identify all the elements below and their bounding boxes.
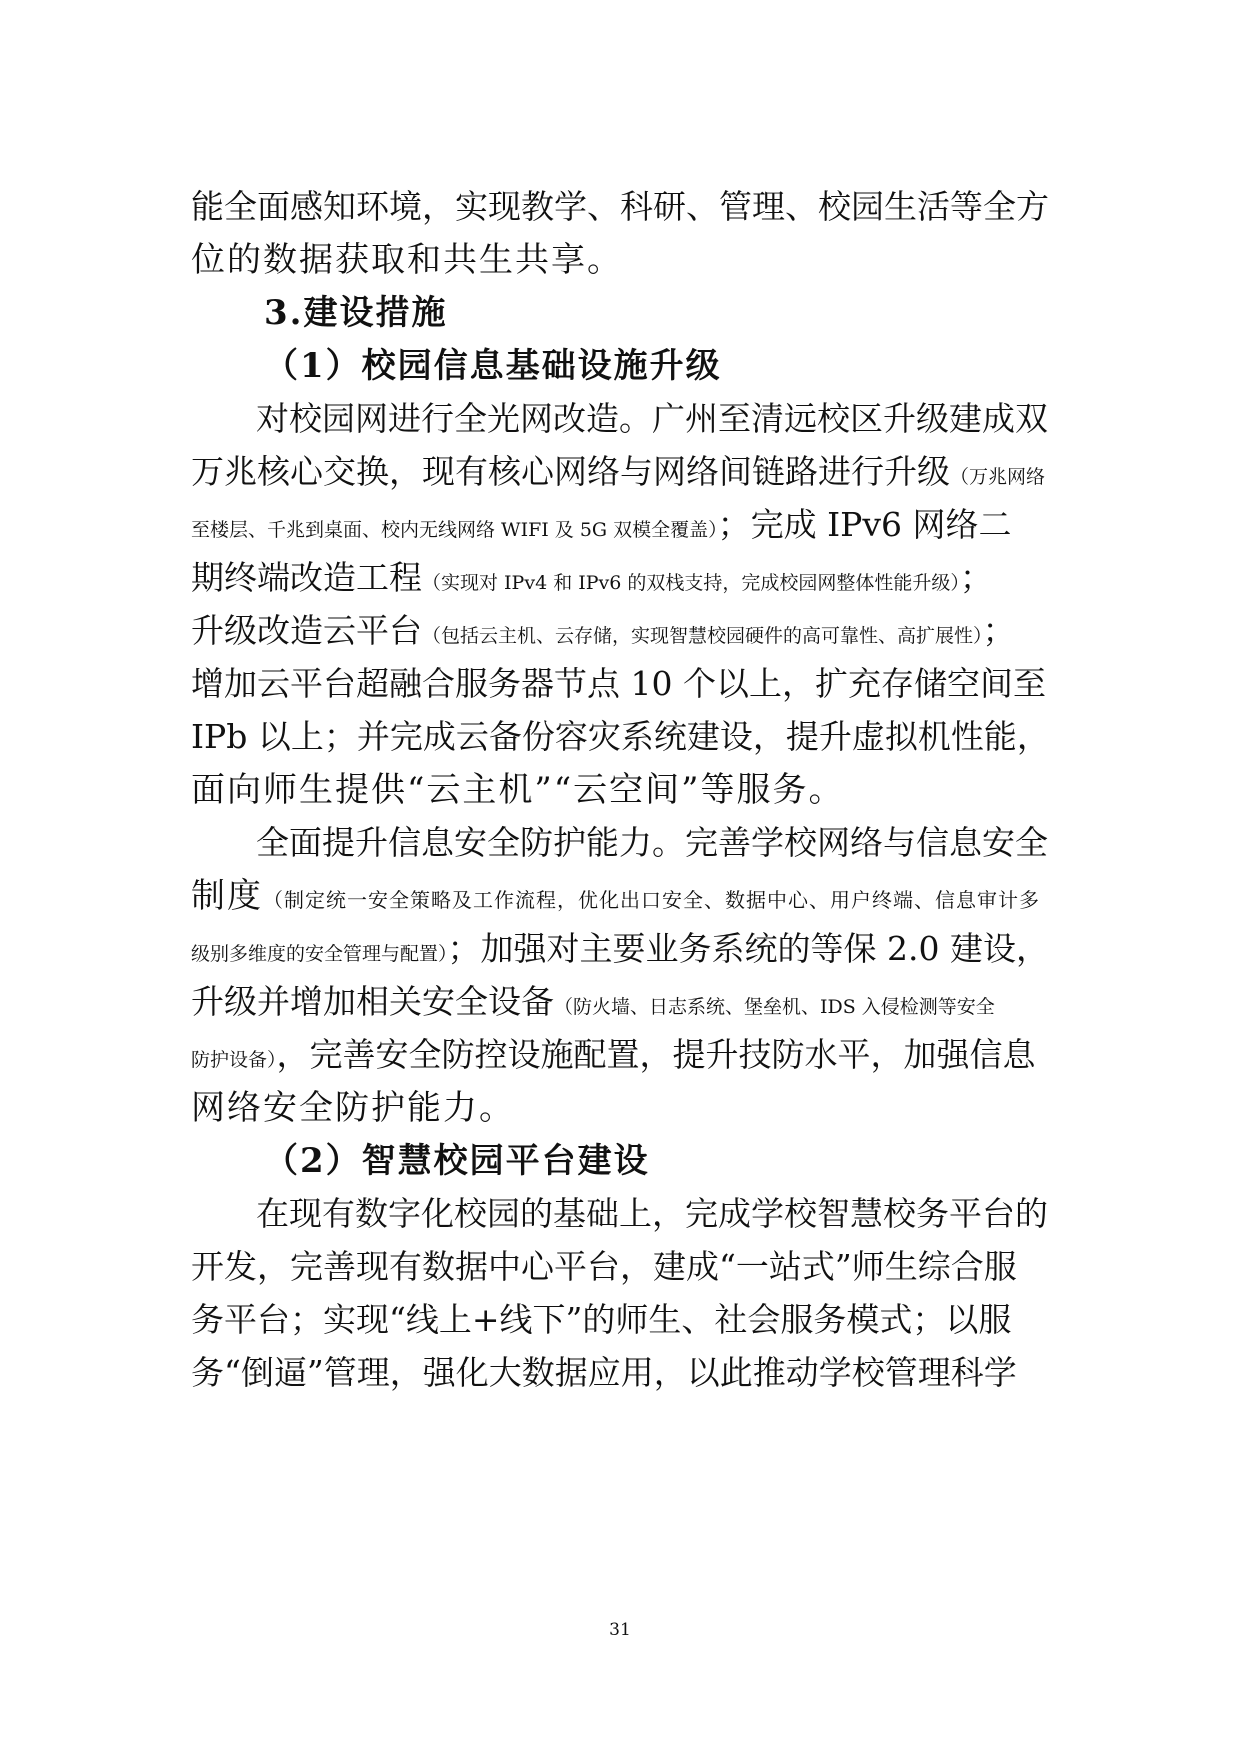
paragraph-line <box>191 1300 1011 1340</box>
paragraph-line <box>191 770 845 810</box>
line-text: 位的数据获取和共生共享。 <box>191 240 623 280</box>
line-text: 面向师生提供“云主机”“云空间”等服务。 <box>191 770 845 810</box>
line-note: （防火墙、日志系统、堡垒机、IDS 入侵检测等安全 <box>554 996 995 1018</box>
line-note: （实现对 IPv4 和 IPv6 的双栈支持，完成校园网整体性能升级） <box>422 572 960 594</box>
paragraph-line <box>256 399 1048 439</box>
line-text: ，完善安全防控设施配置，提升技防水平，加强信息 <box>276 1035 1036 1074</box>
line-text: 期终端改造工程 <box>191 558 422 597</box>
line-note: （包括云主机、云存储，实现智慧校园硬件的高可靠性、高扩展性） <box>422 625 983 647</box>
line-text: ；完成 IPv6 网络二 <box>717 505 1012 544</box>
subsection-heading <box>264 1141 650 1181</box>
paragraph-line <box>191 558 993 603</box>
heading-text: （2）智慧校园平台建设 <box>264 1141 650 1181</box>
subsection-heading <box>264 346 722 386</box>
line-text: 务“倒逼”管理，强化大数据应用，以此推动学校管理科学 <box>191 1353 1017 1392</box>
line-text: 全面提升信息安全防护能力。完善学校网络与信息安全 <box>256 823 1048 862</box>
line-text: ；加强对主要业务系统的等保 2.0 建设， <box>447 929 1049 968</box>
line-text: 网络安全防护能力。 <box>191 1088 515 1128</box>
line-text: ； <box>959 558 993 597</box>
paragraph-line <box>256 823 1048 863</box>
line-note: （制定统一安全策略及工作流程，优化出口安全、数据中心、用户终端、信息审计多 <box>263 888 1040 912</box>
line-text: 升级并增加相关安全设备 <box>191 982 554 1021</box>
line-text: IPb 以上；并完成云备份容灾系统建设，提升虚拟机性能， <box>191 717 1050 756</box>
line-note: 防护设备） <box>191 1049 277 1071</box>
paragraph-line <box>191 1035 1036 1080</box>
paragraph-line <box>191 505 1012 550</box>
paragraph-line <box>191 1353 1017 1393</box>
paragraph-line <box>191 1247 1017 1287</box>
line-text: 能全面感知环境，实现教学、科研、管理、校园生活等全方 <box>191 187 1049 226</box>
paragraph-line <box>191 187 1049 227</box>
paragraph-line <box>191 717 1050 757</box>
paragraph-line <box>191 876 1040 920</box>
line-text: 对校园网进行全光网改造。广州至清远校区升级建成双 <box>256 399 1048 438</box>
paragraph-line <box>191 240 623 280</box>
heading-text: （1）校园信息基础设施升级 <box>264 346 722 386</box>
paragraph-line <box>191 929 1049 974</box>
line-text: ； <box>982 611 1016 650</box>
paragraph-line <box>191 1088 515 1128</box>
line-note: 级别多维度的安全管理与配置） <box>191 943 448 965</box>
paragraph-line <box>191 611 1016 656</box>
line-text: 开发，完善现有数据中心平台，建成“一站式”师生综合服 <box>191 1247 1017 1286</box>
paragraph-line <box>256 1194 1048 1234</box>
paragraph-line <box>191 982 995 1027</box>
heading-text: 3.建设措施 <box>264 293 448 333</box>
line-note: （万兆网络 <box>950 466 1046 488</box>
paragraph-line <box>191 664 1046 704</box>
line-text: 务平台；实现“线上+线下”的师生、社会服务模式；以服 <box>191 1300 1012 1339</box>
paragraph-line <box>191 452 1045 497</box>
line-text: 万兆核心交换，现有核心网络与网络间链路进行升级 <box>191 452 950 491</box>
line-text: 增加云平台超融合服务器节点 10 个以上，扩充存储空间至 <box>191 664 1046 703</box>
line-text: 制度 <box>191 876 263 916</box>
section-heading <box>264 293 448 333</box>
line-text: 在现有数字化校园的基础上，完成学校智慧校务平台的 <box>256 1194 1048 1233</box>
page-number: 31 <box>609 1620 631 1640</box>
line-text: 升级改造云平台 <box>191 611 422 650</box>
line-note: 至楼层、千兆到桌面、校内无线网络 WIFI 及 5G 双模全覆盖） <box>191 519 718 541</box>
